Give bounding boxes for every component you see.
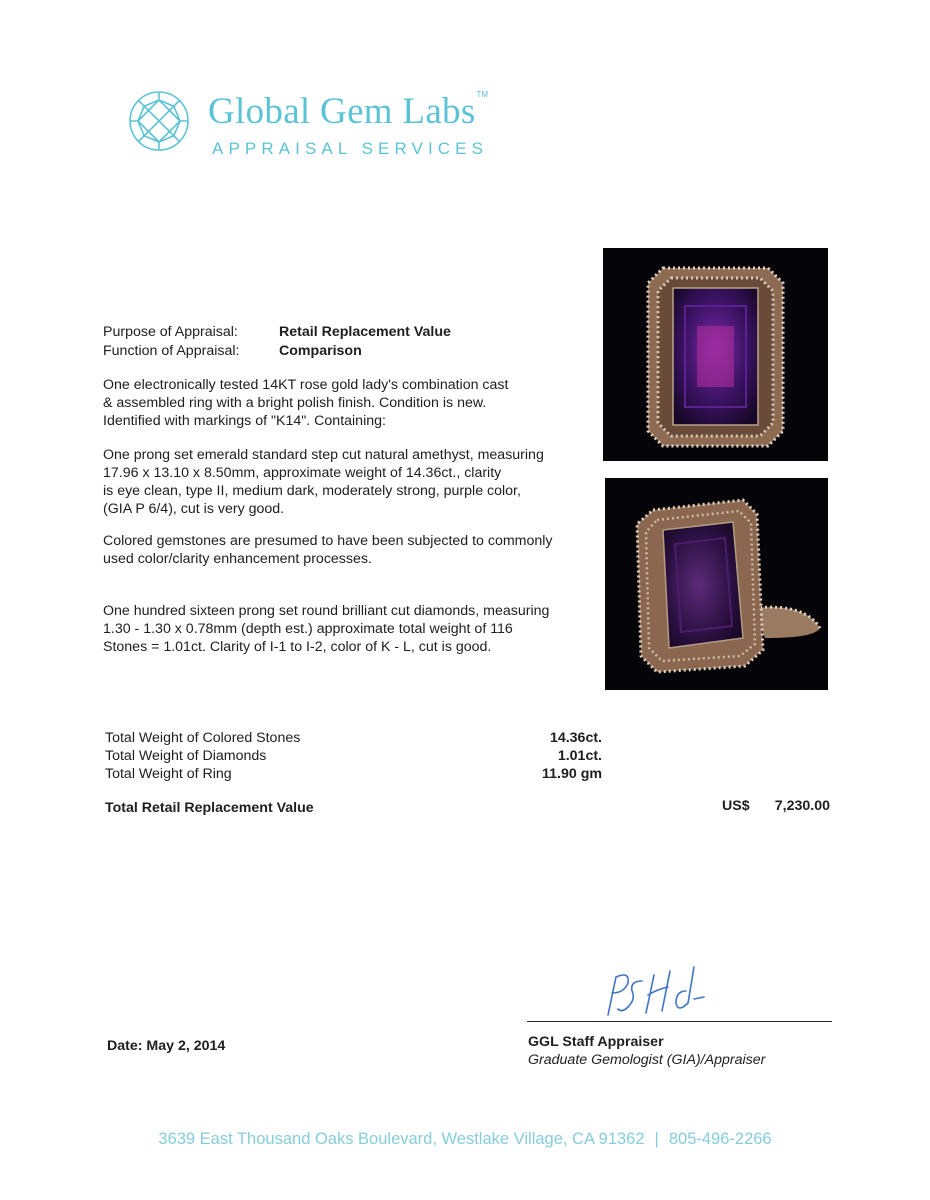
ring-photo-front	[603, 248, 828, 461]
total-ring-label: Total Weight of Ring	[105, 766, 232, 782]
description-line: 17.96 x 13.10 x 8.50mm, approximate weight of 14.36ct., clarity	[103, 465, 502, 481]
retail-value-label: Total Retail Replacement Value	[105, 800, 314, 816]
function-label: Function of Appraisal:	[103, 343, 240, 359]
description-line: & assembled ring with a bright polish finish. Condition is new.	[103, 395, 487, 411]
diamond-description	[103, 602, 549, 656]
total-ring-value: 11.90 gm	[542, 766, 602, 782]
brand-tagline: APPRAISAL SERVICES	[212, 139, 489, 158]
brand-name: Global Gem Labs™	[208, 90, 489, 132]
appraiser-signature	[590, 963, 710, 1023]
description-line: 1.30 - 1.30 x 0.78mm (depth est.) approximate total weight of 116	[103, 621, 513, 637]
description-line: One hundred sixteen prong set round brilliant cut diamonds, measuring	[103, 603, 550, 619]
description-line: One prong set emerald standard step cut natural amethyst, measuring	[103, 447, 544, 463]
signature-line	[527, 1021, 832, 1022]
description-line: Identified with markings of "K14". Containing:	[103, 413, 386, 429]
amethyst-description	[103, 446, 544, 518]
total-colored-value: 14.36ct.	[549, 730, 602, 746]
total-diamonds-value: 1.01ct.	[557, 748, 602, 764]
description-line: (GIA P 6/4), cut is very good.	[103, 501, 285, 517]
appraiser-title: Graduate Gemologist (GIA)/Appraiser	[528, 1052, 766, 1068]
footer-address: 3639 East Thousand Oaks Boulevard, Westlake Village, CA 91362	[158, 1130, 645, 1148]
total-colored-label: Total Weight of Colored Stones	[105, 730, 301, 746]
purpose-label: Purpose of Appraisal:	[103, 324, 238, 340]
retail-value-amount: 7,230.00	[774, 798, 830, 814]
description-line: is eye clean, type II, medium dark, moderately strong, purple color,	[103, 483, 521, 499]
total-diamonds-label: Total Weight of Diamonds	[105, 748, 267, 764]
appraiser-name: GGL Staff Appraiser	[528, 1034, 664, 1050]
description-line: Colored gemstones are presumed to have been subjected to commonly	[103, 533, 553, 549]
enhancement-note	[103, 532, 553, 568]
function-value: Comparison	[279, 343, 362, 359]
footer-phone: 805-496-2266	[668, 1130, 772, 1148]
ring-photo-angled	[605, 478, 828, 690]
footer-separator: |	[654, 1130, 659, 1148]
currency-label: US$	[722, 798, 750, 814]
footer-contact	[0, 1130, 930, 1149]
description-line: One electronically tested 14KT rose gold lady's combination cast	[103, 377, 509, 393]
description-line: used color/clarity enhancement processes.	[103, 551, 372, 567]
ring-description	[103, 376, 508, 430]
diamond-circle-icon	[128, 90, 190, 152]
appraisal-date: Date: May 2, 2014	[107, 1038, 226, 1054]
purpose-value: Retail Replacement Value	[279, 324, 451, 340]
description-line: Stones = 1.01ct. Clarity of I-1 to I-2, color of K - L, cut is good.	[103, 639, 492, 655]
